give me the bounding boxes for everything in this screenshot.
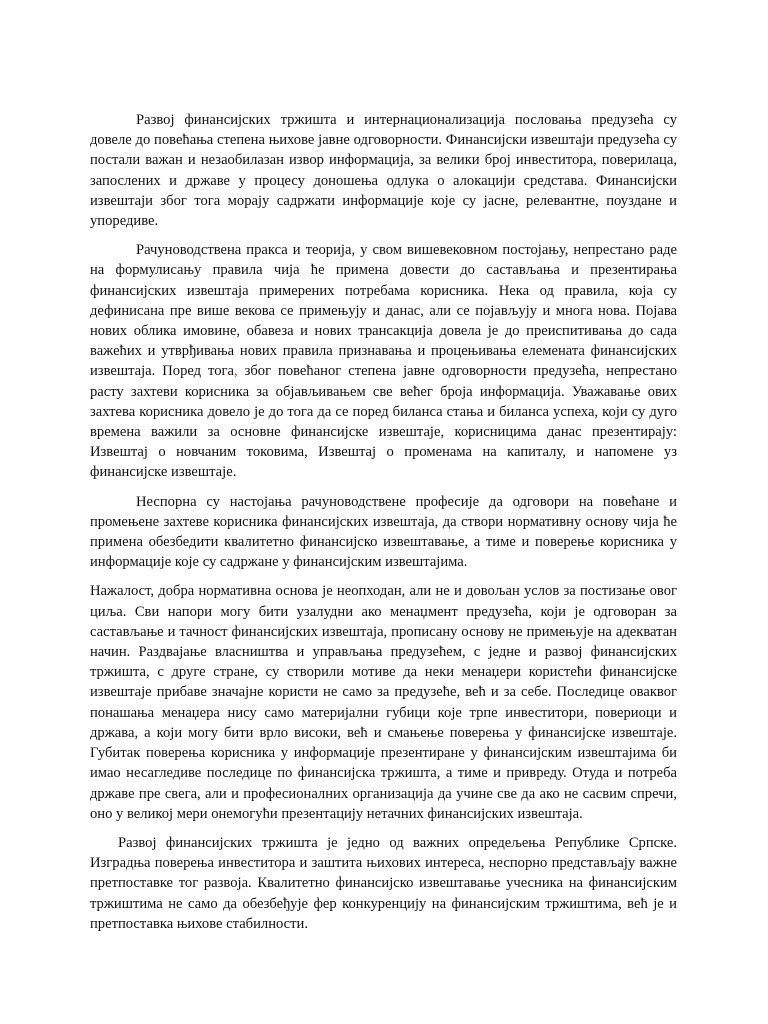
paragraph-4: Нажалост, добра нормативна основа је неопходан, али не и довољан услов за постизање овог циља. Сви напори могу бити узалудни ако менаџмент предузећа, који је одговоран за састављање и тачност финансијских извештаја, прописану основу не примењује на адекватан начин. Раздвајање власништва и управљања предузећем, с једне и развој финансијских тржишта, с друге стране, су створили мотиве да неки менаџери користећи финансијске извештаје прибаве значајне користи не само за предузеће, већ и за себе. Последице оваквог понашања менаџера нису само материјални губици које трпе инвеститори, повериоци и држава, а који могу бити врло високи, већ и смањење поверења у финансијске извештаје. Губитак поверења корисника у информације презентиране у финансијским извештајима би имао несагледиве последице по финансијска тржишта, а тиме и привреду. Отуда и потреба државе пре свега, али и професионалних организација да учине све да ако не сасвим спречи, оно у великој мери онемогући презентацију нетачних финансијских извештаја. xyxy=(90,583,677,822)
paragraph-2-accent-comma: , xyxy=(234,363,238,380)
paragraph-3: Неспорна су настојања рачуноводствене професије да одговори на повећане и промењене захтеве корисника финансијских извештаја, да створи нормативну основу чија ће примена обезбедити квалитетно финансијско извештавање, а тиме и поверење корисника у информације које су садржане у финансијским извештајима. xyxy=(90,493,677,571)
paragraph-2 xyxy=(90,240,677,482)
paragraph-2-text-start: Рачуноводствена пракса и теорија, у свом вишевековном постојању, непрестано раде на формулисању правила чија ће примена довести до састављања и презентирања финансијских извештаја примерених потребама корисника. Нека од правила, која су дефинисана пре више векова се примењују и данас, али се појављују и многа нова. Појава нових облика имовине, обавеза и нових трансакција довела је до преиспитивања до сада важећих и утврђивања нових правила признавања и процењивања елемената финансијских извештаја. Поред тога xyxy=(90,242,677,380)
document-body xyxy=(90,110,677,943)
paragraph-1: Развој финансијских тржишта и интернационализација пословања предузећа су довеле до повећања степена њихове јавне одговорности. Финансијски извештаји предузећа су постали важан и незаобилазан извор информација, за велики број инвеститора, поверилаца, запослених и државе у процесу доношења одлука о алокацији средстава. Финансијски извештаји због тога морају садржати информације које су јасне, релевантне, поуздане и упоредиве. xyxy=(90,112,677,230)
paragraph-5: Развој финансијских тржишта је једно од важних опредељења Републике Српске. Изградња поверења инвеститора и заштита њихових интереса, неспорно представљају важне претпоставке тог развоја. Квалитетно финансијско извештавање учесника на финансијским тржиштима не само да обезбеђује фер конкуренцију на финансијским тржиштима, већ је и претпоставка њихове стабилности. xyxy=(90,834,677,932)
paragraph-2-text-end: због повећаног степена јавне одговорности предузећа, непрестано расту захтеви корисника за објављивањем све већег броја информација. Уважавање ових захтева корисника довело је до тога да се поред биланса стања и биланса успеха, који су дуго времена важили за основне финансијске извештаје, корисницима данас презентирају: Извештај о новчаним токовима, Извештај о променама на капиталу, и напомене уз финансијске извештаје. xyxy=(90,363,677,481)
